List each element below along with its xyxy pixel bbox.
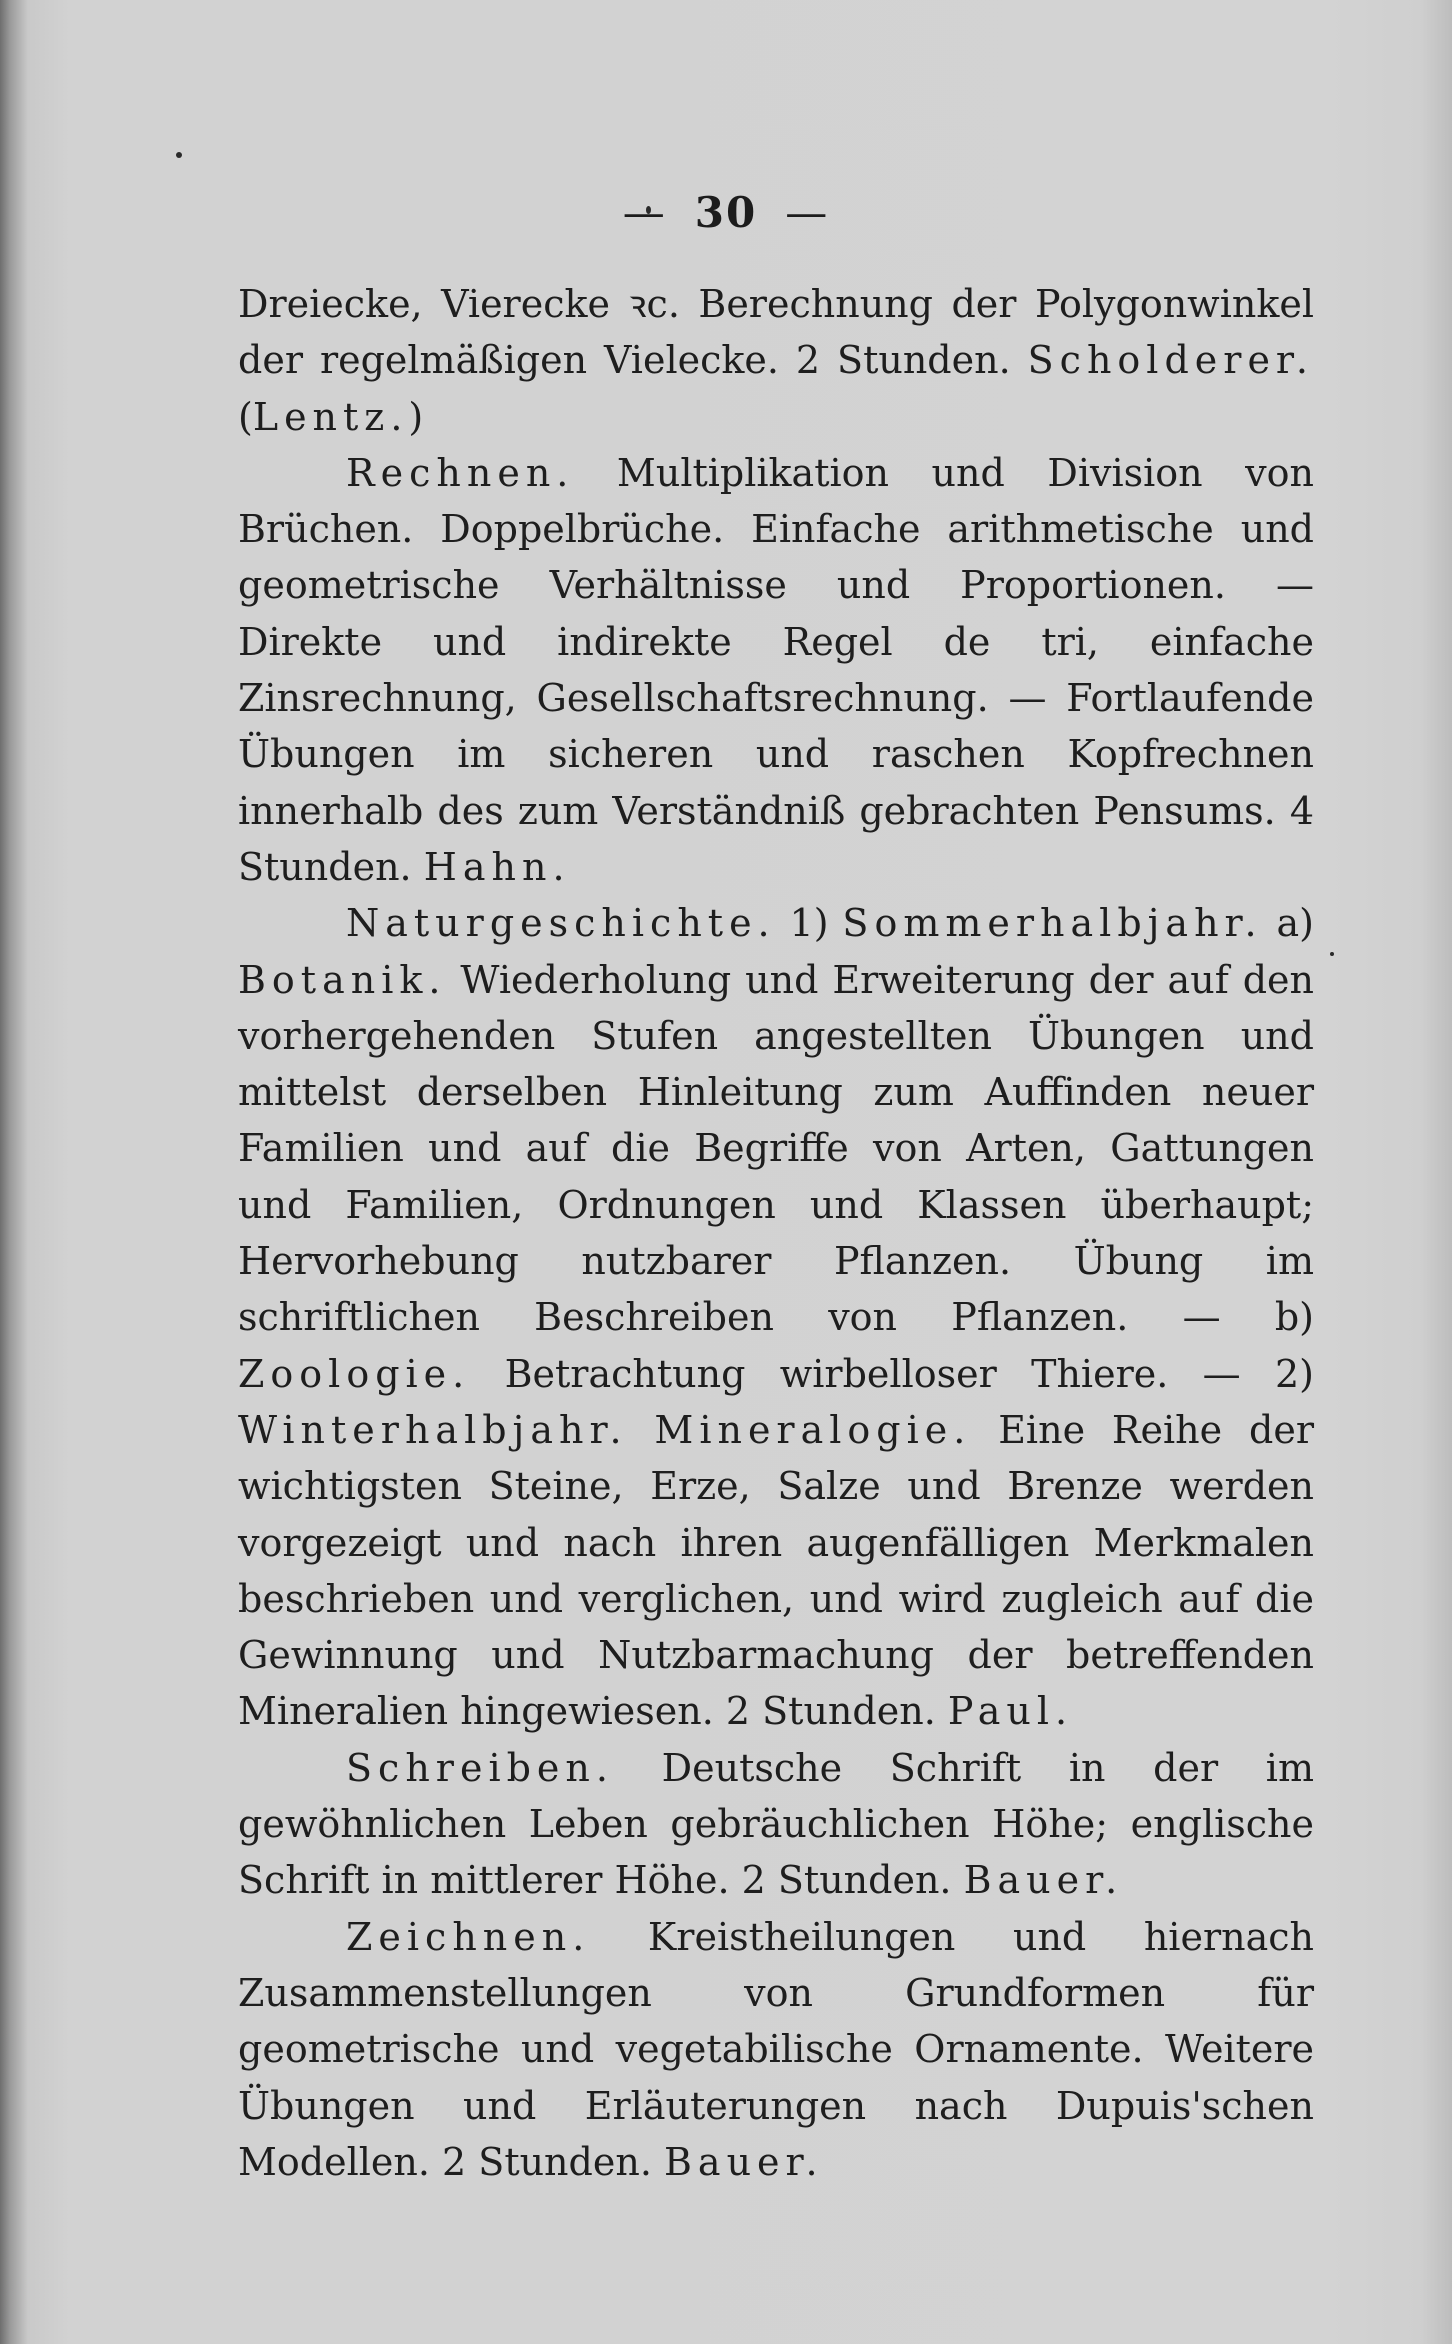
page-number: 30	[694, 188, 758, 237]
spaced-name: Sommerhalbjahr.	[842, 901, 1263, 946]
paragraph	[238, 445, 1314, 895]
paragraph-text: (	[238, 394, 253, 439]
paragraph-text: Eine Reihe der wichtigsten Steine, Erze, Salze und Brenze werden vorgezeigt und nach ihren augenfälligen Merkmalen beschrieben und verglichen, und wird zugleich auf die Gewinnung und Nutzbarmachung der betreffenden Mineralien hingewiesen. 2 Stunden.	[238, 1407, 1314, 1734]
paragraph-text: Wiederholung und Erweiterung der auf den vorhergehenden Stufen angestellten Übungen und mittelst derselben Hinleitung zum Auffinden neuer Familien und auf die Begriffe von Arten, Gattungen und Familien, Ordnungen und Klassen überhaupt; Hervorhebung nutzbarer Pflanzen. Übung im schriftlichen Beschreiben von Pflanzen. — b)	[238, 957, 1314, 1340]
spaced-name: Zoologie.	[238, 1351, 471, 1396]
paragraph-text: Dreiecke, Vierecke ꝛc. Berechnung der Polygonwinkel der regelmäßigen Vielecke. 2 Stunden.	[238, 282, 1314, 383]
spaced-name: Hahn.	[423, 844, 571, 889]
body-text	[238, 276, 1314, 2190]
header-dash-right: —	[785, 188, 830, 237]
page-number-header	[0, 188, 1452, 237]
ink-speck	[1330, 952, 1334, 956]
spaced-name: Botanik.	[238, 957, 447, 1002]
paragraph-text: Kreistheilungen und hiernach Zusammenstellungen von Grundformen für geometrische und vegetabilische Ornamente. Weitere Übungen und Erläuterungen nach Dupuis'schen Modellen. 2 Stunden.	[238, 1914, 1314, 2184]
spaced-name: Bauer.	[963, 1858, 1124, 1903]
paragraph-text: a)	[1262, 901, 1314, 946]
paragraph	[238, 1909, 1314, 2190]
ink-speck	[176, 152, 182, 158]
paragraph-text	[628, 1408, 655, 1452]
paragraph-text: 1)	[775, 901, 843, 946]
paragraph-text: Multiplikation und Division von Brüchen. Doppelbrüche. Einfache arithmetische und geometrische Verhältnisse und Proportionen. — Direkte und indirekte Regel de tri, einfache Zinsrechnung, Gesellschaftsrechnung. — Fortlaufende Übungen im sicheren und raschen Kopfrechnen innerhalb des zum Verständniß gebrachten Pensums. 4 Stunden.	[238, 450, 1314, 889]
spaced-name: Schreiben.	[346, 1745, 614, 1790]
spaced-name: Scholderer.	[1027, 338, 1314, 383]
spaced-name: Paul.	[947, 1689, 1074, 1734]
spaced-name: Lentz.	[252, 394, 409, 439]
paragraph	[238, 895, 1314, 1739]
spaced-name: Rechnen.	[346, 450, 575, 495]
spaced-name: Mineralogie.	[654, 1407, 972, 1452]
spaced-name: Bauer.	[663, 2139, 824, 2184]
paragraph	[238, 1740, 1314, 1909]
spaced-name: Zeichnen.	[346, 1914, 591, 1959]
header-dash-left: —	[622, 188, 667, 237]
spaced-name: Winterhalbjahr.	[238, 1407, 628, 1452]
paragraph-text: )	[408, 394, 424, 439]
paragraph-text: Betrachtung wirbelloser Thiere. — 2)	[470, 1351, 1314, 1396]
spaced-name: Naturgeschichte.	[346, 901, 776, 946]
paragraph	[238, 276, 1314, 445]
paragraph-text: Deutsche Schrift in der im gewöhnlichen Leben gebräuchlichen Höhe; englische Schrift in mittlerer Höhe. 2 Stunden.	[238, 1745, 1314, 1903]
